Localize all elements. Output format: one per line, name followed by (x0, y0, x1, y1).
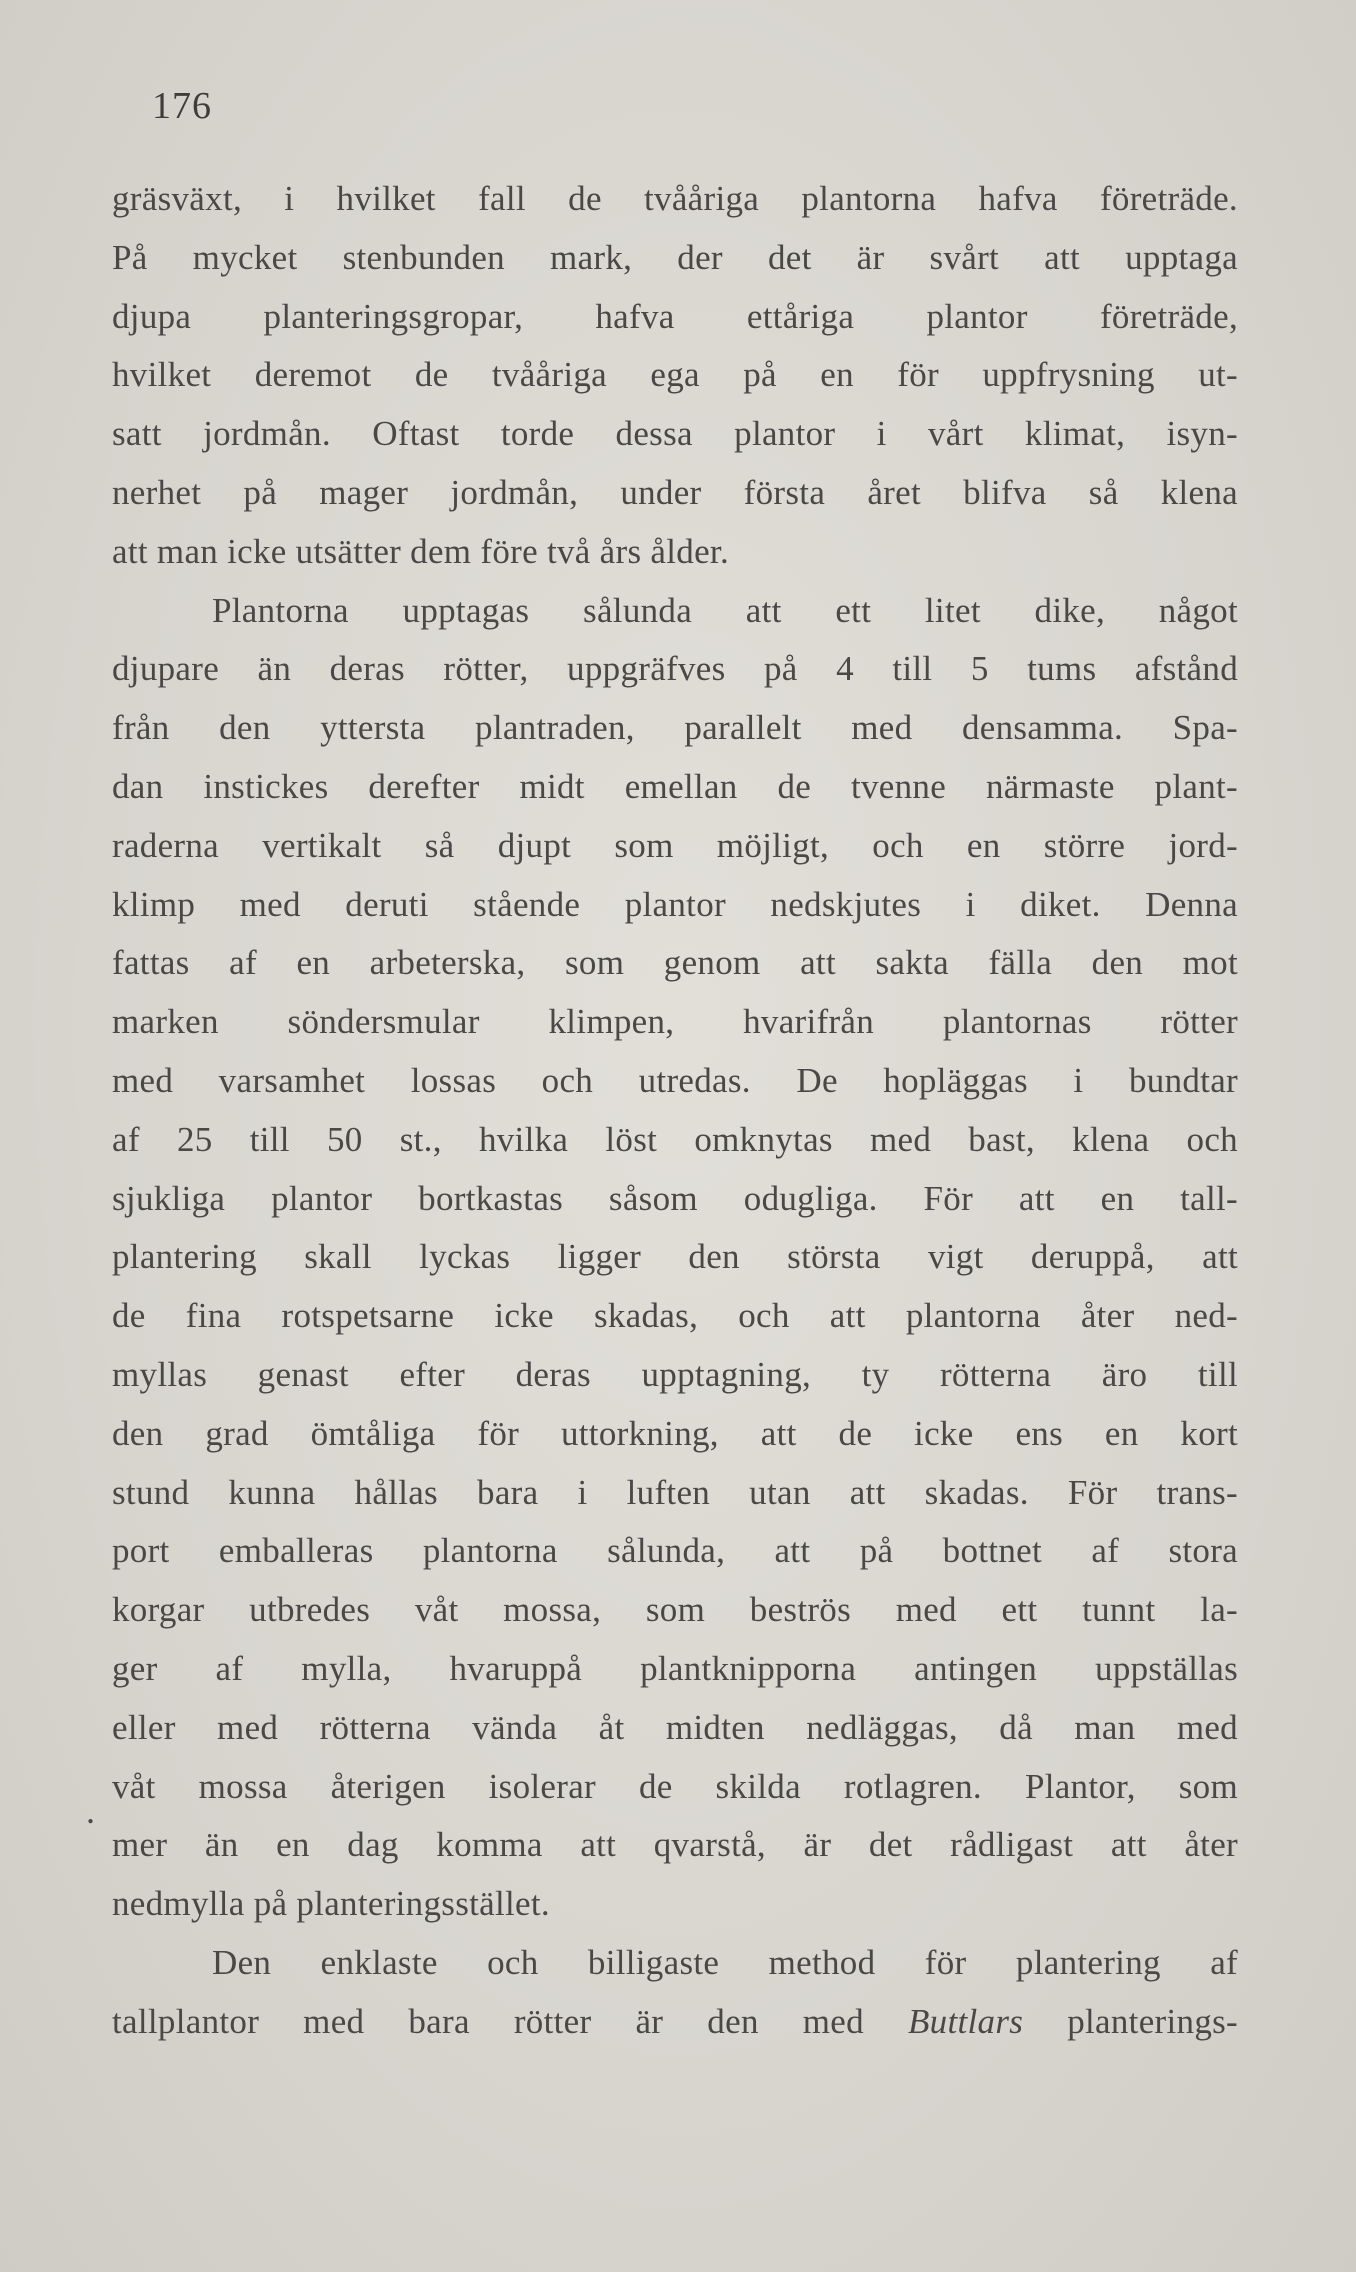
text-line: att man icke utsätter dem före två års ålder. (112, 531, 729, 571)
text-line: nerhet på mager jordmån, under första året blifva så klena (112, 472, 1238, 512)
text-line: gräsväxt, i hvilket fall de tvååriga plantorna hafva företräde. (112, 179, 1238, 218)
text-line: nedmylla på planteringsstället. (112, 1884, 550, 1924)
page-number: 176 (152, 85, 212, 127)
text-line: de fina rotspetsarne icke skadas, och att plantorna åter ned- (112, 1296, 1238, 1336)
text-segment: planterings- (1023, 2001, 1238, 2041)
text-line: plantering skall lyckas ligger den största vigt deruppå, att (112, 1237, 1238, 1277)
text-line: satt jordmån. Oftast torde dessa plantor i vårt klimat, isyn- (112, 414, 1238, 454)
text-line: klimp med deruti stående plantor nedskjutes i diket. Denna (112, 884, 1238, 924)
text-line: djupare än deras rötter, uppgräfves på 4 till 5 tums afstånd (112, 649, 1238, 689)
text-line: Plantorna upptagas sålunda att ett litet dike, något (212, 590, 1238, 630)
text-line: raderna vertikalt så djupt som möjligt, och en större jord- (112, 825, 1238, 865)
text-line: stund kunna hållas bara i luften utan att skadas. För trans- (112, 1472, 1238, 1512)
text-line: På mycket stenbunden mark, der det är svårt att upptaga (112, 237, 1238, 277)
stray-mark: . (86, 1791, 95, 1831)
text-line: den grad ömtåliga för uttorkning, att de icke ens en kort (112, 1413, 1238, 1453)
body-text (112, 170, 1238, 2052)
italic-name: Buttlars (907, 2001, 1024, 2041)
text-line: fattas af en arbeterska, som genom att sakta fälla den mot (112, 943, 1238, 983)
text-line: myllas genast efter deras upptagning, ty rötterna äro till (112, 1354, 1238, 1394)
text-line: från den yttersta plantraden, parallelt med densamma. Spa- (112, 708, 1238, 748)
text-line: eller med rötterna vända åt midten nedläggas, då man med (112, 1707, 1238, 1747)
text-line: med varsamhet lossas och utredas. De hopläggas i bundtar (112, 1060, 1238, 1100)
text-line: Den enklaste och billigaste method för plantering af (212, 1942, 1238, 1982)
text-line-final (112, 1993, 1238, 2052)
text-line: sjukliga plantor bortkastas såsom odugliga. För att en tall- (112, 1178, 1238, 1218)
text-line: hvilket deremot de tvååriga ega på en för uppfrysning ut- (112, 355, 1238, 395)
text-segment: tallplantor med bara rötter är den med (112, 2001, 908, 2041)
text-line: af 25 till 50 st., hvilka löst omknytas med bast, klena och (112, 1119, 1238, 1159)
text-line: marken söndersmular klimpen, hvarifrån plantornas rötter (112, 1002, 1238, 1042)
text-line: ger af mylla, hvaruppå plantknipporna antingen uppställas (112, 1648, 1238, 1688)
text-line: port emballeras plantorna sålunda, att på bottnet af stora (112, 1531, 1238, 1571)
text-line: djupa planteringsgropar, hafva ettåriga plantor företräde, (112, 296, 1238, 336)
text-line: mer än en dag komma att qvarstå, är det rådligast att åter (112, 1825, 1238, 1865)
text-line: korgar utbredes våt mossa, som beströs med ett tunnt la- (112, 1590, 1238, 1630)
text-line: dan instickes derefter midt emellan de tvenne närmaste plant- (112, 766, 1238, 806)
text-line: våt mossa återigen isolerar de skilda rotlagren. Plantor, som (112, 1766, 1238, 1806)
